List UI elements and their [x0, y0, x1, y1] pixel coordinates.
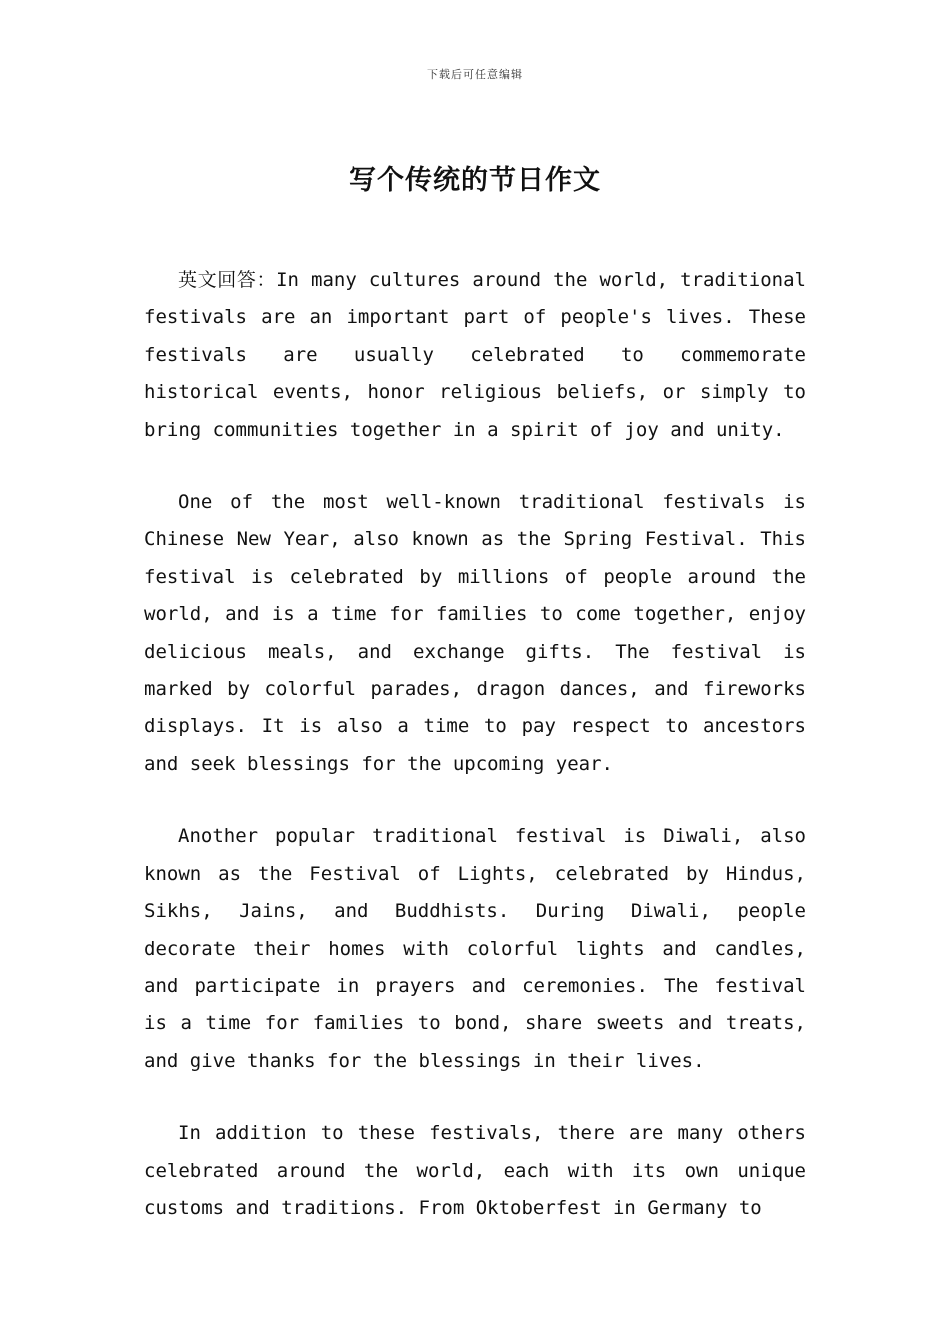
paragraph-other-festivals: In addition to these festivals, there are many others celebrated around the world, each with its own unique customs and traditions. From Oktoberfest in Germany to: [144, 1122, 806, 1219]
paragraph-intro: 英文回答：In many cultures around the world, traditional festivals are an important part of people's lives. These festivals are usually celebrated to commemorate historical events, honor religious beliefs, or simply to bring communities together in a spirit of joy and unity.: [144, 269, 806, 441]
paragraph-chinese-new-year: One of the most well-known traditional festivals is Chinese New Year, also known as the Spring Festival. This festival is celebrated by millions of people around the world, and is a time for families to come together, enjoy delicious meals, and exchange gifts. The festival is marked by colorful parades, dragon dances, and fireworks displays. It is also a time to pay respect to ancestors and seek blessings for the upcoming year.: [144, 491, 806, 775]
document-title: 写个传统的节日作文: [349, 165, 601, 196]
paragraph-diwali: Another popular traditional festival is Diwali, also known as the Festival of Lights, celebrated by Hindus, Sikhs, Jains, and Buddhists. During Diwali, people decorate their homes with colorful lights and candles, and participate in prayers and ceremonies. The festival is a time for families to bond, share sweets and treats, and give thanks for the blessings in their lives.: [144, 825, 806, 1072]
page-header-note: 下载后可任意编辑: [427, 68, 523, 81]
document-body: [144, 262, 806, 1262]
